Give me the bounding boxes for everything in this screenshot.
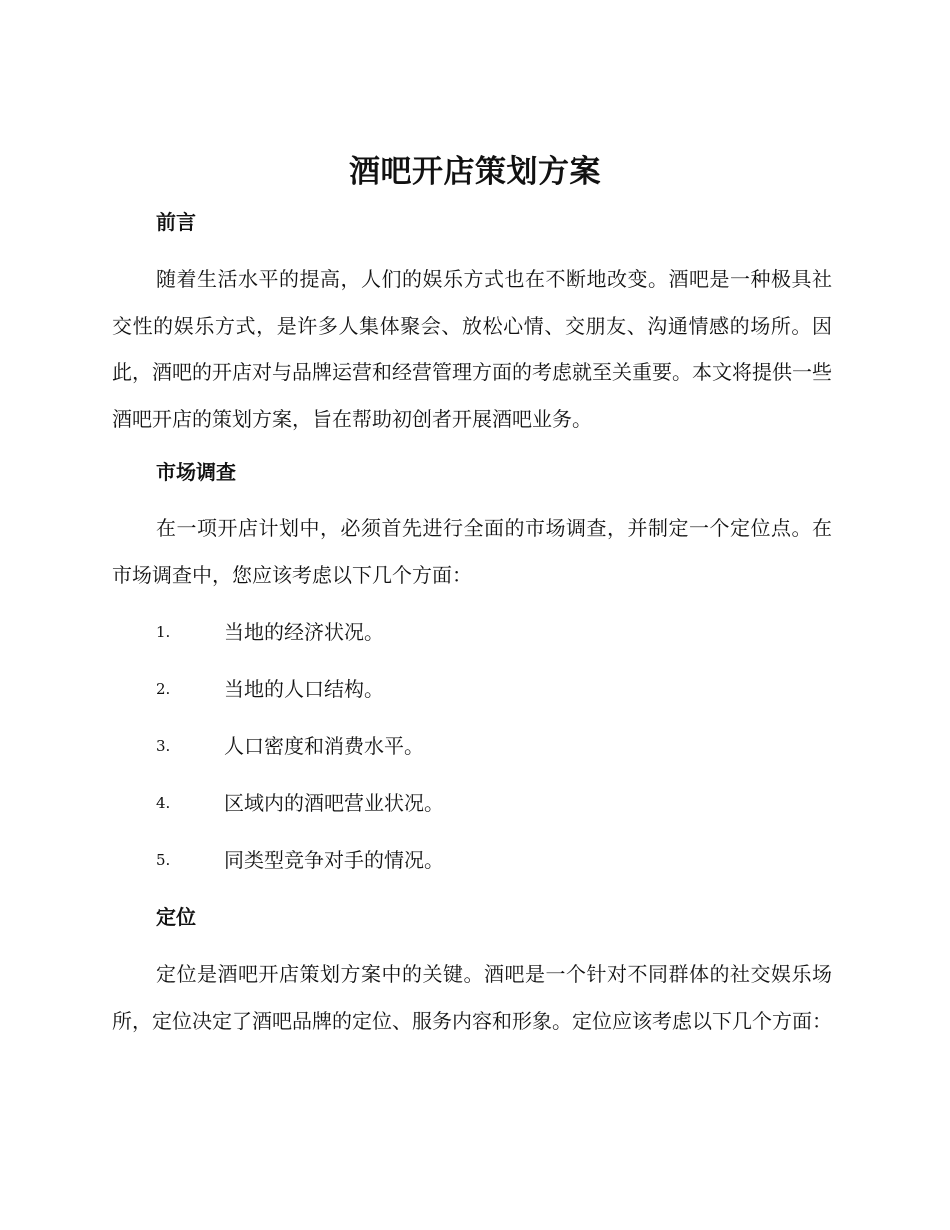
paragraph-preface: 随着生活水平的提高，人们的娱乐方式也在不断地改变。酒吧是一种极具社交性的娱乐方式，是许多人集体聚会、放松心情、交朋友、沟通情感的场所。因此，酒吧的开店对与品牌运营和经营管理方面的考虑就至关重要。本文将提供一些酒吧开店的策划方案，旨在帮助初创者开展酒吧业务。 <box>112 267 832 431</box>
section-heading-market-research: 市场调查 <box>156 460 236 484</box>
list-item-text: 当地的人口结构。 <box>224 677 384 701</box>
section-heading-preface: 前言 <box>156 210 196 234</box>
list-item-text: 人口密度和消费水平。 <box>224 734 424 758</box>
list-item-number: 1. <box>156 623 171 641</box>
list-item-text: 区域内的酒吧营业状况。 <box>224 791 444 815</box>
list-item-number: 3. <box>156 737 171 755</box>
paragraph-positioning: 定位是酒吧开店策划方案中的关键。酒吧是一个针对不同群体的社交娱乐场所，定位决定了酒吧品牌的定位、服务内容和形象。定位应该考虑以下几个方面： <box>112 962 832 1033</box>
list-item-text: 同类型竞争对手的情况。 <box>224 848 444 872</box>
list-item-number: 4. <box>156 794 171 812</box>
paragraph-market-research: 在一项开店计划中，必须首先进行全面的市场调查，并制定一个定位点。在市场调查中，您应该考虑以下几个方面： <box>112 516 832 587</box>
section-heading-positioning: 定位 <box>156 905 196 929</box>
document-title: 酒吧开店策划方案 <box>349 154 601 190</box>
list-item-text: 当地的经济状况。 <box>224 620 384 644</box>
list-item-number: 5. <box>156 851 171 869</box>
list-item-number: 2. <box>156 680 171 698</box>
